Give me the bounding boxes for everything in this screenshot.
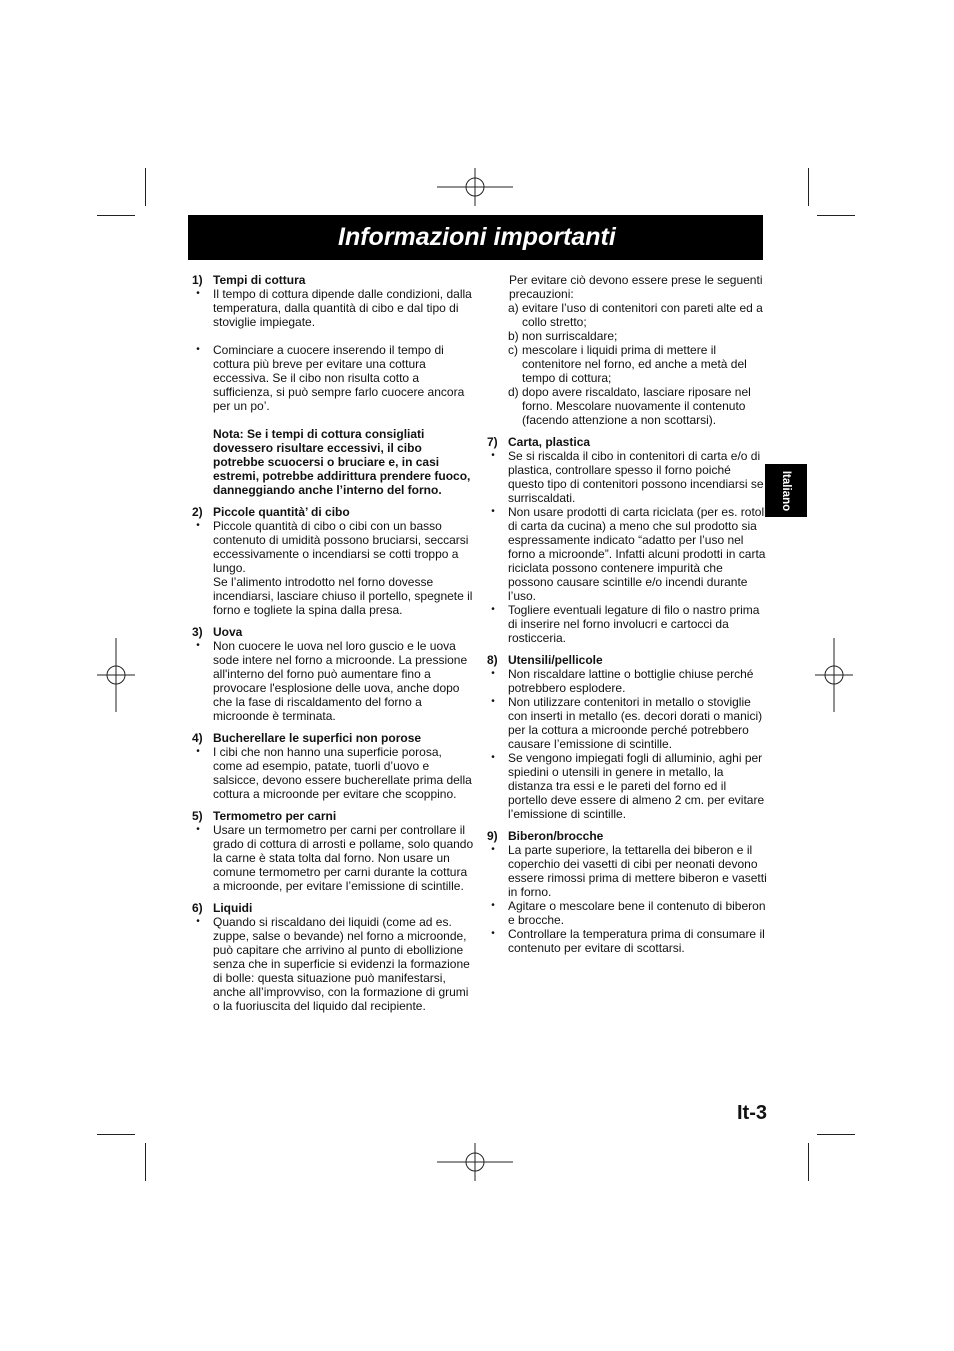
crop-mark: [145, 168, 146, 206]
crop-mark: [145, 1143, 146, 1181]
list-item: • La parte superiore, la tettarella dei biberon e il coperchio dei vasetti di cibi per neonati devono essere rimossi prima di mettere biberon e vasetti in forno.: [491, 843, 767, 899]
section-heading: 7) Carta, plastica: [487, 435, 591, 449]
title-banner: [188, 215, 763, 260]
list-item: • Piccole quantità di cibo o cibi con un basso contenuto di umidità possono bruciarsi, seccarsi eccessivamente o incendiarsi se cotti troppo a lungo.: [196, 519, 469, 575]
section-eggs: [192, 625, 474, 723]
section-liquids: [192, 901, 474, 1013]
crop-mark: [97, 1134, 135, 1135]
crop-mark: [808, 168, 809, 206]
list-item: • Non usare prodotti di carta riciclata (per es. rotoli di carta da cucina) a meno che sul prodotto sia espressamente indicato “adatto per l’uso nel forno a microonde”. Infatti alcuni prodotti in carta riciclata possono contenere impurità che possono causare scintille e/o incendi durante l’uso.: [491, 505, 767, 603]
section-heading: 2) Piccole quantità’ di cibo: [192, 505, 350, 519]
section-cooking-times: [192, 273, 474, 497]
language-tab-label: Italiano: [780, 470, 792, 511]
list-item: • Togliere eventuali legature di filo o nastro prima di inserire nel forno involucri e cartocci da rosticceria.: [491, 603, 760, 645]
section-heading: 9) Biberon/brocche: [487, 829, 604, 843]
list-item: • Se si riscalda il cibo in contenitori di carta e/o di plastica, controllare spesso il forno poiché questo tipo di contenitori possono incendiarsi se surriscaldati.: [491, 449, 764, 505]
precautions-intro: Per evitare ciò devono essere prese le seguenti precauzioni:: [509, 273, 763, 301]
crop-mark: [808, 1143, 809, 1181]
list-item: • Non cuocere le uova nel loro guscio e le uova sode intere nel forno a microonde. La pressione all'interno del forno può aumentare fino a provocare l'esplosione delle uova, anche dopo che la fase di riscaldamento del forno a microonde è terminata.: [196, 639, 468, 723]
list-item: • Usare un termometro per carni per controllare il grado di cottura di arrosti e pollame, solo quando la carne è stata tolta dal forno. Non usare un comune termometro per carni durante la cottura a microonde, per evitare l’emissione di scintille.: [196, 823, 474, 893]
registration-mark-icon: [815, 638, 855, 714]
paragraph: Se l’alimento introdotto nel forno dovesse incendiarsi, lasciare chiuso il portello, spegnete il forno e togliete la spina dalla presa.: [213, 575, 473, 617]
section-heading: 1) Tempi di cottura: [192, 273, 306, 287]
section-pierce-surfaces: [192, 731, 474, 801]
list-item: • Controllare la temperatura prima di consumare il contenuto per evitare di scottarsi.: [491, 927, 765, 955]
right-column: [487, 273, 767, 963]
page-number: It-3: [737, 1102, 767, 1124]
list-item: • Cominciare a cuocere inserendo il tempo di cottura più breve per evitare una cottura eccessiva. Se il cibo non risulta cotto a sufficienza, si può sempre farlo cuocere ancora per un po’.: [196, 343, 465, 413]
list-item: • Non riscaldare lattine o bottiglie chiuse perché potrebbero esplodere.: [491, 667, 754, 695]
page-title: Informazioni importanti: [338, 223, 616, 251]
section-heading: 4) Bucherellare le superfici non porose: [192, 731, 422, 745]
section-utensils-films: [487, 653, 767, 821]
section-small-quantities: [192, 505, 474, 617]
section-heading: 3) Uova: [192, 625, 243, 639]
list-item: • Non utilizzare contenitori in metallo o stoviglie con inserti in metallo (es. decori dorati o manici) per la cottura a microonde perché potrebbero causare l’emissione di scintille.: [491, 695, 763, 751]
section-bottles-jugs: [487, 829, 767, 955]
list-item: • Quando si riscaldano dei liquidi (come ad es. zuppe, salse o bevande) nel forno a microonde, può capitare che arrivino al punto di ebollizione senza che in superficie si evidenzi la formazione di bolle: questa situazione può manifestarsi, anche all’improvviso, con la formazione di grumi o la fuoriuscita del liquido dal recipiente.: [196, 915, 470, 1013]
list-item: c) mescolare i liquidi prima di mettere il contenitore nel forno, ed anche a metà del tempo di cottura;: [508, 343, 747, 385]
crop-mark: [817, 215, 855, 216]
list-item: • Il tempo di cottura dipende dalle condizioni, dalla temperatura, dalla quantità di cibo e dal tipo di stoviglie impiegate.: [196, 287, 472, 329]
cooking-note: Nota: Se i tempi di cottura consigliati dovessero risultare eccessivi, il cibo potrebbe scuocersi o bruciare e, in casi estremi, potrebbe addirittura prendere fuoco, danneggiando anche l’interno del forno.: [213, 427, 471, 497]
section-meat-thermometer: [192, 809, 474, 893]
list-item: • I cibi che non hanno una superficie porosa, come ad esempio, patate, tuorli d’uovo e salsicce, devono essere bucherellate prima della cottura a microonde per evitare che scoppino.: [196, 745, 472, 801]
list-item: • Agitare o mescolare bene il contenuto di biberon e brocche.: [491, 899, 766, 927]
list-item: b) non surriscaldare;: [508, 329, 618, 343]
registration-mark-icon: [437, 168, 515, 208]
registration-mark-icon: [97, 638, 137, 714]
language-tab: [765, 464, 807, 517]
list-item: • Se vengono impiegati fogli di alluminio, aghi per spiedini o utensili in genere in metallo, la distanza tra essi e le pareti del forno ed il portello deve essere di almeno 2 cm. per evitare l’emissione di scintille.: [491, 751, 765, 821]
list-item: a) evitare l’uso di contenitori con pareti alte ed a collo stretto;: [508, 301, 763, 329]
section-heading: 6) Liquidi: [192, 901, 253, 915]
section-paper-plastic: [487, 435, 767, 645]
section-heading: 5) Termometro per carni: [192, 809, 337, 823]
list-item: d) dopo avere riscaldato, lasciare riposare nel forno. Mescolare nuovamente il contenuto (facendo attenzione a non scottarsi).: [508, 385, 751, 427]
left-column: [192, 273, 474, 1021]
registration-mark-icon: [437, 1143, 515, 1183]
crop-mark: [97, 215, 135, 216]
section-heading: 8) Utensili/pellicole: [487, 653, 603, 667]
liquids-precautions: [487, 273, 767, 427]
crop-mark: [817, 1134, 855, 1135]
